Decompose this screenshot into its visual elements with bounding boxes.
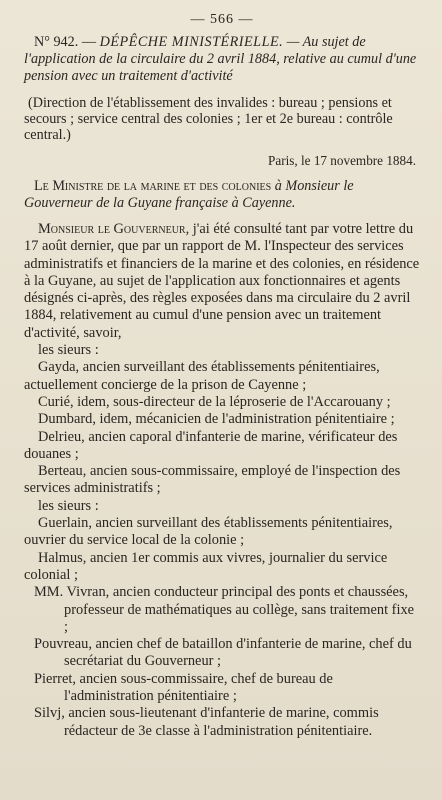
date-line: Paris, le 17 novembre 1884. — [268, 153, 416, 168]
intro-text: j'ai été consulté tant par votre lettre du 17 août dernier, que par un rapport de M. l'Inspecteur des services administratifs et financiers de la marine et des colonies, en résidence à la Guyane, au sujet de l'application aux fonctionnaires et agents désignés ci-après, des règles exposées dans ma circulaire du 2 avril 1884, relativement au cumul d'une pension avec un traitement d'activité, savoir, — [24, 221, 420, 341]
direction-note: (Direction de l'établissement des invalides : bureau ; pensions et secours ; service central des colonies ; 1er et 2e bureau : contrôle central.) — [24, 95, 393, 143]
dispatch-subject: — Au sujet de l'application de la circulaire du 2 avril 1884, relative au cumul d'une pension avec un traitement d'activité — [24, 34, 417, 84]
group2-label: les sieurs : — [38, 497, 99, 514]
letter-body — [24, 221, 420, 740]
list-item-pouvreau: Pouvreau, ancien chef de bataillon d'infanterie de marine, chef du secrétariat du Gouverneur ; — [34, 636, 412, 670]
recipient: à Monsieur le Gouverneur de la Guyane française à Cayenne. — [24, 178, 354, 211]
page-number: — 566 — — [190, 12, 254, 27]
address-line — [24, 178, 420, 212]
salutation: Monsieur le Gouverneur, — [38, 221, 190, 237]
list-item-halmus: Halmus, ancien 1er commis aux vivres, journalier du service colonial ; — [24, 549, 388, 583]
list-item-delrieu: Delrieu, ancien caporal d'infanterie de marine, vérificateur des douanes ; — [24, 428, 398, 462]
mm-label: MM. — [34, 584, 64, 601]
list-item-dumbard: Dumbard, idem, mécanicien de l'administration pénitentiaire ; — [38, 411, 395, 428]
list-item-gayda: Gayda, ancien surveillant des établissements pénitentiaires, actuellement concierge de la prison de Cayenne ; — [24, 359, 380, 393]
group1-label: les sieurs : — [38, 342, 99, 359]
dispatch-number: N° 942. — [34, 34, 79, 50]
list-item-berteau: Berteau, ancien sous-commissaire, employé de l'inspection des services administratifs ; — [24, 463, 401, 497]
title-dash: — — [78, 34, 100, 50]
list-item-curie: Curié, idem, sous-directeur de la léproserie de l'Accarouany ; — [38, 393, 391, 410]
dispatch-title — [24, 34, 420, 85]
vivran-text: Vivran, ancien conducteur principal des ponts et chaussées, professeur de mathématiques au collège, sans traitement fixe ; — [64, 584, 415, 635]
list-item-pierret: Pierret, ancien sous-commissaire, chef de bureau de l'administration pénitentiaire ; — [34, 670, 333, 705]
list-item-guerlain: Guerlain, ancien surveillant des établissements pénitentiaires, ouvrier du service local de la colonie ; — [24, 515, 393, 549]
dispatch-label: DÉPÊCHE MINISTÉRIELLE. — [99, 34, 284, 50]
intro-paragraph — [24, 221, 420, 342]
list-item-silvj: Silvj, ancien sous-lieutenant d'infanterie de marine, commis rédacteur de 3e classe à l'administration pénitentiaire. — [34, 705, 379, 739]
sender: Le Ministre de la marine et des colonies — [34, 178, 272, 194]
list-item-vivran — [24, 584, 420, 636]
